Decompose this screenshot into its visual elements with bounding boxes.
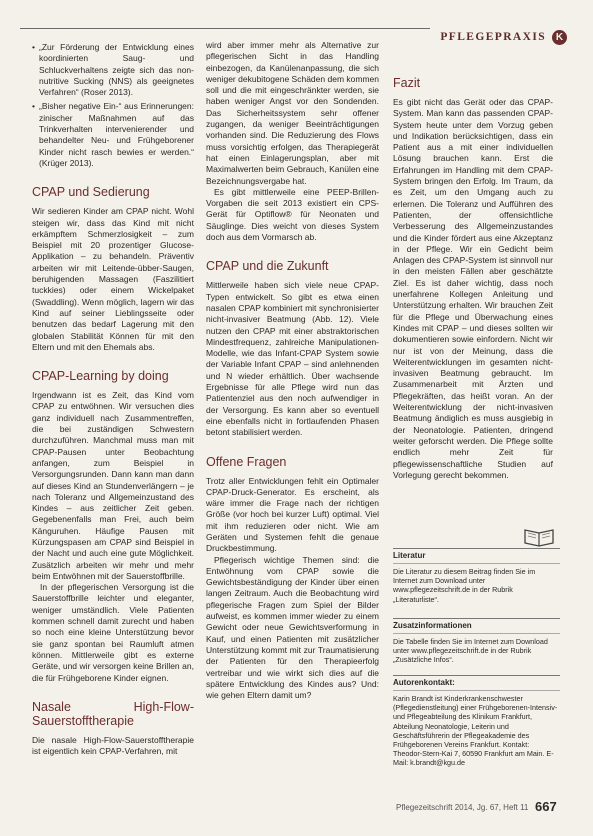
section-title: PFLEGEPRAXIS	[440, 31, 546, 43]
literature-text: Die Literatur zu diesem Beitrag finden Sie im Internet zum Download unter www.pflegezeitschrift.de in der Rubrik „Literaturliste“.	[393, 567, 536, 604]
heading-cpap-sedierung: CPAP und Sedierung	[32, 185, 150, 200]
paragraph: Es gibt mittlerweile eine PEEP-Brillen-Vorgaben die seit 2013 existiert ein CPS-Gerät für Optiflow® für Neonaten und Säuglinge. Dies weicht von dieses System doch aus dem Vormarsch ab.	[206, 186, 379, 243]
heading-offene-fragen: Offene Fragen	[206, 454, 287, 469]
bullet-text: „Zur Förderung der Entwicklung eines koordinierten Saug- und Schluckverhaltens zeigte sich das non-nutritive Sucking (NNS) als geeignetes Verfahren“ (Roser 2013).	[38, 42, 194, 98]
paragraph: Die nasale High-Flow-Sauerstofftherapie ist eigentlich kein CPAP-Verfahren, mit	[32, 734, 194, 757]
bullet-dot: •	[32, 101, 35, 112]
page-number: 667	[535, 799, 557, 814]
author-contact-title: Autorenkontakt:	[393, 676, 560, 691]
section-header	[430, 25, 571, 49]
paragraph: wird aber immer mehr als Alternative zur pflegerischen Sicht in das Handling einbezogen, da Kanülenanpassung, die sich weniger dekubitogene Schäden dem kommen soll und die mit eingeschränkter werden, sie haben weniger Angst vor den Sondenden. Das Sicherheitssystem sehr offener zugangen, da weniger Beeinträchtigungen vorhanden sind. Die Reduzierung des Flows muss vorsichtig erfolgen, das Therapiegerät hat einen Einlagerungsplan, aber mit Maximalwerten beim Gebrauch, Kanülen eine Bezeichnungsvergabe hat.	[206, 40, 379, 186]
column-middle	[206, 40, 379, 701]
bullet-text: „Bisher negative Ein-“ aus Erinnerungen: zinischer Maßnahmen auf das Trinkverhalten intervenierender und behandelter Neu- und Frühgeborener Kinder nicht rasch bewies er werden.“ (Krüger 2013).	[38, 101, 194, 168]
paragraph: Es gibt nicht das Gerät oder das CPAP-System. Man kann das passenden CPAP-System heute unter dem Vorzug geben und Indikation berücksichtigen, dass ein Patient aus a mit einer individuellen Lösung brauchen kann. Erst die Erfahrungen im Handling mit dem CPAP-System bringen den Erfolg. Im Traum, da es Zeit, um den Umgang auch zu erlernen. Die Toleranz und Aufführen des Patienten, der offensichtliche Verbesserung des Allgemeinzustandes und die Kinder fördert aus eine Akzeptanz in der Pflege. Wir ein Gedicht beim Anlagen des CPAP-System ist sinnvoll nur in den meisten Fällen aber geschätzte Ziel. Es ist daher wichtig, dass noch unerfahrene Kollegen Anleitung und Unterstützung erhalten. Wir brauchen Zeit für die Pflege und Überwachung eines Kindes mit CPAP – und dieses sollten wir dokumentieren sowie einfordern. Nicht wir nur ist von der Meinung, dass die Weiterentwicklungen im gesamten nicht-invasiven Beatmung gebraucht. Im Zusammenarbeit mit Ärzten und Pflegekräften, das heißt voran. An der Weiterentwicklung der nicht-invasiven Beatmung ändiglich es muss ausgiebig in der Neonatologie. Patienten, dringend weiter geforscht werden. Die Pflege sollte endlich mehr Zeit für pflegewissenschaftliche Studien auf Vorlegung gerecht bekommen.	[393, 97, 553, 480]
column-right	[393, 76, 553, 481]
additional-info-title: Zusatzinformationen	[393, 619, 560, 634]
additional-info-box	[393, 618, 560, 667]
heading-cpap-learning: CPAP-Learning by doing	[32, 369, 169, 384]
heading-nasale-high-flow: Nasale High-Flow-Sauerstofftherapie	[32, 699, 194, 728]
literature-title: Literatur	[393, 549, 560, 564]
author-contact-text: Karin Brandt ist Kinderkrankenschwester (Pflegedienstleitung) einer Frühgeborenen-Intensiv- und Pflegeabteilung des Klinikum Frankfurt, Abteilung Neonatologie, Leiterin und Geschäftsführerin der Pflegeakademie des Frühgeborenen Vereins Frankfurt. Kontakt: Theodor-Stern-Kai 7, 60590 Frankfurt am Main. E-Mail: k.brandt@kgu.de	[393, 694, 558, 768]
book-icon	[522, 527, 556, 547]
author-contact-box	[393, 675, 560, 770]
quote-bullet	[32, 42, 194, 98]
journal-citation: Pflegezeitschrift 2014, Jg. 67, Heft 11	[396, 803, 529, 812]
section-icon: K	[552, 30, 567, 45]
column-left	[32, 42, 194, 757]
paragraph: Mittlerweile haben sich viele neue CPAP-Typen entwickelt. So gibt es etwa einen nasalen CPAP kombiniert mit synchronisierter nicht-invasiver Beatmung (Abb. 12). Viele nutzen den CPAP mit einer abstraktorischen Mindestfrequenz, zahlreiche Manipulationen-Modelle, wie das Infant-CPAP System sowie der Variable Infant CPAP – sind anlehnenden und N wieder erhältlich. Über wachsende Ergebnisse für alle Pflege wird nun das Patientenziel aus den noch aufwendiger in der Versorgung. Es kann aber so eventuell eine ebenfalls nicht in fortlaufenden Phasen betont stabilisiert werden.	[206, 280, 379, 438]
paragraph: Wir sedieren Kinder am CPAP nicht. Wohl steigen wir, dass das Kind mit nicht erkämpftem Schmerzlosigkeit – zum Beispiel mit 20 prozentiger Glucose-Applikation – zu behandeln. Präventiv arbeiten wir mit Leitende-übber-Saugen, beruhigenden Massagen (Faszilitiert tuckkies) oder einem Wickelpaket (Swaddling). Wenn möglich, lagern wir das Kind auf seiner Lieblingsseite oder benutzen das bedarf Lagerung mit den globalen Stabilität Können für mit den Eltern und mit den Ehemals abs.	[32, 206, 194, 352]
additional-info-text: Die Tabelle finden Sie im Internet zum Download unter www.pflegezeitschrift.de in der Rubrik „Zusätzliche Infos“.	[393, 637, 548, 665]
paragraph: Trotz aller Entwicklungen fehlt ein Optimaler CPAP-Druck-Generator. Es erscheint, als wäre immer die Frage nach der richtigen Größe (vor hoch bei kurzer Luft) optimal. Viel mit ihm reduzieren oder nicht. Wie am Geräten und Systemen fehlt die genaue Druckbestimmung.	[206, 475, 379, 554]
heading-cpap-zukunft: CPAP und die Zukunft	[206, 259, 329, 274]
paragraph: Pflegerisch wichtige Themen sind: die Entwöhnung vom CPAP sowie die Gewichtsbeständigung der Kinder über einen langen Zeitraum. Auch die Beobachtung wird pflegerische Fragen zum Spiel der Bilder aufweist, es kommen immer wieder zu einem Gewicht oder neue Gewichtsverformung in Kauf, und einen Patienten mit zusätzlicher Unterstützung kommt mit zur Traumatisierung der Patienten für den Therapieerfolg vertreibar und wie wirkt sich dies auf die spätere Entwicklung des Kindes aus? Und: wie gehen Eltern damit um?	[206, 554, 379, 701]
quote-bullet	[32, 101, 194, 169]
paragraph: In der pflegerischen Versorgung ist die Sauerstoffbrille leichter und eleganter, weniger umständlich. Viele Patienten kommen schnell damit zurecht und haben so noch eine kleine Unterstützung bevor sie ganz spontan bei Raumluft atmen können. Mittlerweile gibt es externe Geräte, und wir versorgen keine Brillen an, die für Frühgeborene Kinder eignen.	[32, 582, 194, 683]
paragraph: Irgendwann ist es Zeit, das Kind vom CPAP zu entwöhnen. Wir versuchen dies ganz individuell nach Zusammentreffen, die bei zuständigen Schwestern durchzuführen. Manchmal muss man mit CPAP-Pausen unter Beobachtung anfangen, zum Beispiel in Versorgungsrunden. Dann kann man dann auf dieses Kind an Stundenverlängern – je nach Toleranz und Allgemeinzustand des Kindes – aus zeitlicher Zeit geben. Gegebenenfalls man Frei, auch beim Känguruhen. Häufige Pausen mit Kürzungspasen am CPAP sind Beispiel in der Nacht und auch eine gute Möglichkeit. Zusätzlich arbeiten wir mehr und mehr beim Entwöhnen mit der Sauerstoffbrille.	[32, 390, 194, 581]
bullet-dot: •	[32, 42, 35, 52]
literature-box	[393, 548, 560, 606]
heading-fazit: Fazit	[393, 76, 421, 90]
